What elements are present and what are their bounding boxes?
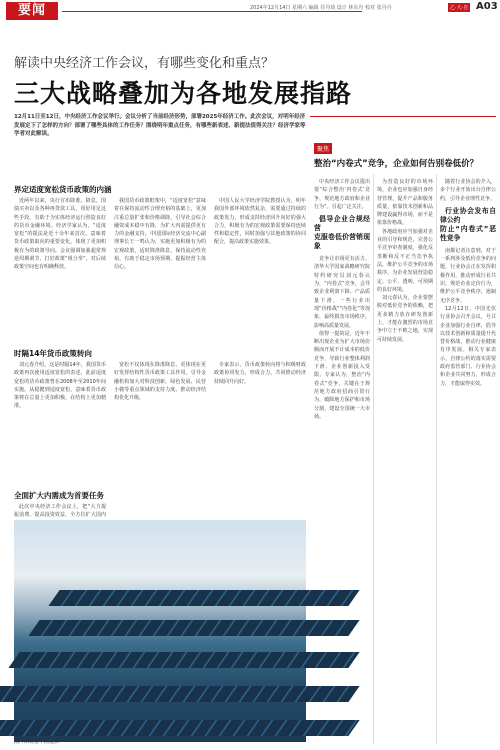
sidebar-subtitle-1: 倡导企业合规经营 克服卷低价营销现象	[314, 215, 370, 251]
article-lead: 12月11日至12日，中央经济工作会议举行。会议分析了当前经济形势，部署2025年经济工作。此次会议，对明年经济发展定下了怎样的方向？部署了哪些具体的工作任务？围绕明年重点任务，有哪些新表述、新提法值得关注？经济学家等学者对此解读。	[14, 114, 306, 138]
sidebar-col-1: 中央经济工作会议提出要“综合整治‘内卷式’竞争，规范地方政府和企业行为”。引起广泛关注。 倡导企业合规经营 克服卷低价营销现象 竞争让市场更有活力。清华大学国家战略研究院特约研究员刘元春认为，“内卷式”竞争，会导致企业利润下降、产品质量下滑，一些行业出现“价格战”“内卷化”等现象，最终损害市场秩序，影响高质量发展。 值得一提的是，近年不断出现企业为扩大市场份额而开展不计成本的低价竞争，导致行业整体利润下滑、企业创新投入受限。专家认为，整治“内卷式”竞争，关键在于规范地方政府招商引资行为，破除地方保护和市场分割，建设全国统一大市场。	[314, 179, 370, 420]
column-divider	[373, 174, 374, 744]
section-1-col-1: 近两年以来，央行宣布降准、降息，国债买卖以及各种再贷款工具，用好用足这些手段，有助于为实体经济运行创造良好的货币金融环境。经济学家认为，“适度宽松”的提法是近十余年来首次，意味着货币政策取向的重要变化，体现了更加积极有为的政策导向。会议强调加强超常规逆周期调节，打好政策“组合拳”，对后续政策空间也有明确释放。	[14, 198, 106, 271]
section-title-3: 全面扩大内需成为首要任务	[14, 491, 104, 500]
solar-panel-row	[0, 686, 360, 702]
section-2-col-1: 刘元春介绍，这是时隔14年，我国货币政策再次使用适度宽松的表述。此前适度宽松的货币政策曾在2008年至2010年间实施。从稳健到适度宽松，意味着货币政策将在总量上更加积极，在结构上更加精准。	[14, 362, 106, 410]
section-2-col-2: 宽松不仅体现在降准降息，更体现在更好发挥结构性货币政策工具作用，引导金融机构加大对科技创新、绿色发展、民营小微等重点领域的支持力度，推动经济结构优化升级。	[114, 362, 206, 402]
sidebar-col-3: 随着行业协会的介入，多个行业开始出台自律公约，引导企业理性竞争。 行业协会发布自律公约 防止“内卷式”恶性竞争 南都记者注意到，对于一系列涉及低价竞争的问题，行业协会正在发挥积极作用，推动形成行业共识，规范企业定价行为，维护公平竞争秩序，遏制无序竞争。 12月12日，中国光伏行业协会召开会议，号召企业加强行业自律，倡导以技术创新和质量提升代替价格战，推动行业健康有序发展。相关专家表示，自律公约的落实需要政府监管部门、行业协会和企业共同努力，形成合力，才能取得实效。	[440, 179, 496, 387]
sidebar-subtitle-2: 行业协会发布自律公约 防止“内卷式”恶性竞争	[440, 206, 496, 242]
photo-caption: 图片由视觉中国提供	[14, 739, 60, 745]
article-subhead: 解读中央经济工作会议，有哪些变化和重点？	[14, 56, 275, 71]
header-rule	[62, 11, 362, 12]
column-divider	[436, 174, 437, 744]
page-header	[0, 0, 500, 22]
section-title-1: 界定适度宽松货币政策的内涵	[14, 185, 112, 194]
edition-meta: 2024年12月14日 星期六 编辑 任丹琦 设计 林东舟 校对 张丹丹	[250, 5, 392, 11]
sidebar-col-2: 为营造良好的市场环境，企业也应加强自身经营管理，提升产品和服务质量，依靠技术创新和品牌建设赢得市场，而不是依靠价格战。 各地政府应当加强对企业的引导和规范，完善公平竞争审查制度，强化反垄断和反不正当竞争执法，维护公平竞争的市场秩序，为企业发展营造稳定、公平、透明、可预期的良好环境。 刘元春认为，企业要摆脱对低价竞争的依赖，把更多精力放在研发创新上，才能在激烈的市场竞争中立于不败之地，实现可持续发展。	[377, 179, 433, 343]
solar-panel-row	[0, 720, 360, 736]
sidebar-title: 整治“内卷式”竞争，企业如何告别卷低价？	[314, 159, 479, 169]
edition-tag: 乙·大·自	[450, 5, 469, 11]
solar-panel-photo	[14, 520, 306, 742]
section-title-2: 时隔14年货币政策转向	[14, 349, 92, 358]
solar-panel-row	[8, 652, 359, 668]
section-1-col-3: 中国人民大学经济学院教授认为，明年我国外部环境依然复杂，需要通过持续的政策发力，形成支持经济回升向好的强大合力，积极有为的宏观政策需要保持连续性和稳定性，同时加强与其他政策的协同配合，提高政策实施效果。	[214, 198, 306, 246]
section-tag: 要闻	[6, 2, 58, 20]
section-3-col-1: 此次中央经济工作会议上，把“大力提振消费、提高投资效益，全方位扩大国内	[14, 504, 106, 519]
article-headline: 三大战略叠加为各地发展指路	[14, 79, 353, 108]
page-number: A03	[476, 1, 498, 12]
sidebar-keyword-tag: 聚焦	[314, 143, 332, 154]
section-2-col-3: 专家表示，货币政策转向将与积极财政政策协同发力，形成合力，共同推动经济持续回升向好。	[214, 362, 306, 385]
section-1-col-2: 我国货币政策框架中，“适度宽松”意味着在保持流动性合理充裕的基础上，更加注重总量扩张和价格调降，引导社会综合融资成本稳中有降，为扩大内需提供更有力的金融支持。中国国际经济交流中心副理事长王一鸣认为，实施更加积极有为的宏观政策，适时降准降息，保持流动性充裕，有助于稳定市场预期，提振经营主体信心。	[114, 198, 206, 271]
